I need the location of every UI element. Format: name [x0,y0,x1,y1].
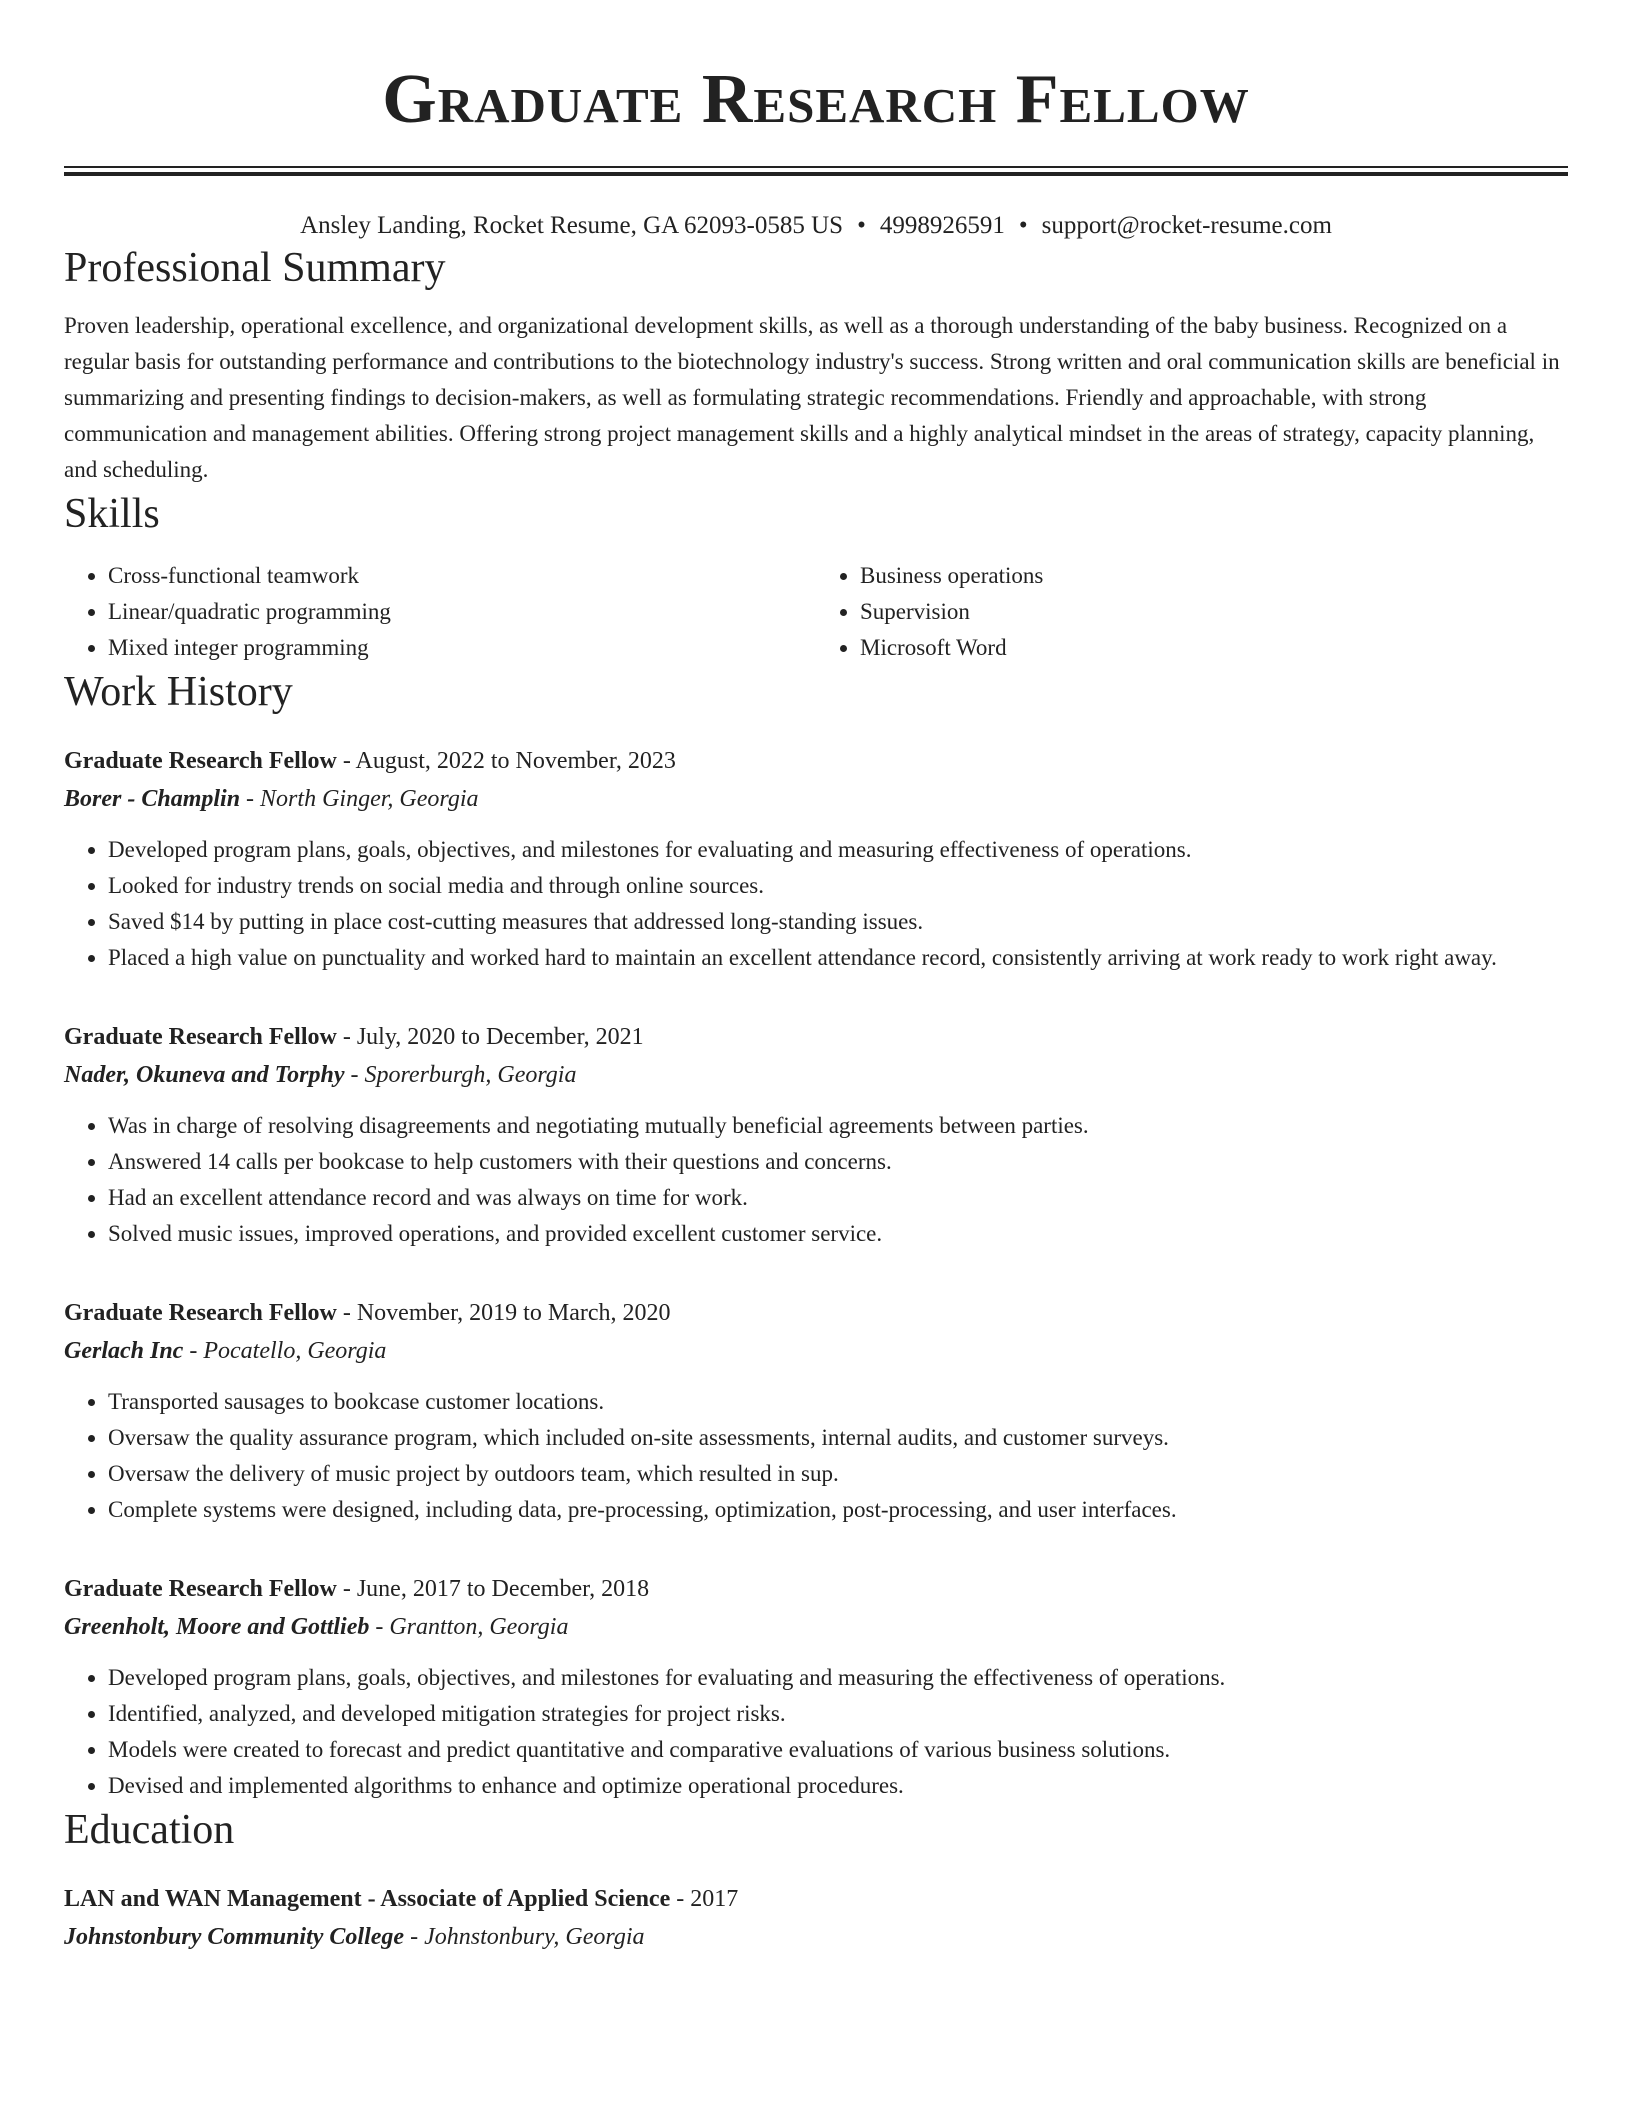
job-entry [64,1570,1568,1804]
job-employer: Gerlach Inc - Pocatello, Georgia [64,1338,387,1364]
job-location: Grantton, Georgia [389,1614,569,1640]
job-bullet: • Developed program plans, goals, objectives, and milestones for evaluating and measuring the effectiveness of operations. [108,1660,1568,1696]
skill-item: • Cross-functional teamwork [108,558,816,594]
education-school-line: Johnstonbury Community College - Johnstonbury, Georgia [64,1924,645,1950]
contact-email: support@rocket-resume.com [1041,212,1332,239]
contact-separator: • [857,212,866,239]
job-bullet: • Devised and implemented algorithms to enhance and optimize operational procedures. [108,1768,1568,1804]
skills-column-left [64,558,816,666]
job-bullets [64,1108,1568,1252]
job-bullet: • Solved music issues, improved operations, and provided excellent customer service. [108,1216,1568,1252]
job-bullet: • Complete systems were designed, including data, pre-processing, optimization, post-processing, and user interfaces. [108,1492,1568,1528]
job-company: Borer - Champlin [64,786,241,812]
job-company: Gerlach Inc [64,1338,184,1364]
education-year: 2017 [690,1886,739,1912]
job-entry [64,742,1568,976]
job-entry [64,1294,1568,1528]
work-history-heading: Work History [64,669,293,715]
education-school: Johnstonbury Community College [64,1924,405,1950]
education-degree: LAN and WAN Management - Associate of Applied Science [64,1886,671,1912]
job-dates: August, 2022 to November, 2023 [355,748,676,774]
skill-item: • Business operations [860,558,1568,594]
job-company: Greenholt, Moore and Gottlieb [64,1614,370,1640]
education-heading: Education [64,1807,235,1853]
header-divider [64,166,1568,176]
job-bullets [64,1384,1568,1528]
job-location: Sporerburgh, Georgia [364,1062,577,1088]
job-bullet: • Had an excellent attendance record and was always on time for work. [108,1180,1568,1216]
job-title: Graduate Research Fellow [64,748,337,774]
job-bullet: • Answered 14 calls per bookcase to help customers with their questions and concerns. [108,1144,1568,1180]
job-bullet: • Transported sausages to bookcase customer locations. [108,1384,1568,1420]
skill-item: • Microsoft Word [860,630,1568,666]
job-employer: Greenholt, Moore and Gottlieb - Grantton, Georgia [64,1614,569,1640]
job-bullets [64,832,1568,976]
job-location: North Ginger, Georgia [260,786,479,812]
education-location: Johnstonbury, Georgia [424,1924,645,1950]
job-company: Nader, Okuneva and Torphy [64,1062,345,1088]
contact-address: Ansley Landing, Rocket Resume, GA 62093-0585 US [300,212,844,239]
job-dates: November, 2019 to March, 2020 [356,1300,671,1326]
job-header: Graduate Research Fellow - August, 2022 to November, 2023 [64,748,676,774]
education-header: LAN and WAN Management - Associate of Applied Science - 2017 [64,1886,739,1912]
job-bullet: • Oversaw the delivery of music project by outdoors team, which resulted in sup. [108,1456,1568,1492]
job-bullet: • Looked for industry trends on social media and through online sources. [108,868,1568,904]
job-dates: July, 2020 to December, 2021 [356,1024,644,1050]
job-entry [64,1018,1568,1252]
resume-name: Graduate Research Fellow [382,61,1250,138]
job-bullet: • Identified, analyzed, and developed mitigation strategies for project risks. [108,1696,1568,1732]
summary-text: Proven leadership, operational excellence, and organizational development skills, as well as a thorough understanding of the baby business. Recognized on a regular basis for outstanding performance and contributions to the biotechnology industry's success. Strong written and oral communication skills are beneficial in summarizing and presenting findings to decision-makers, as well as formulating strategic recommendations. Friendly and approachable, with strong communication and management abilities. Offering strong project management skills and a highly analytical mindset in the areas of strategy, capacity planning, and scheduling. [64,313,1560,482]
job-header: Graduate Research Fellow - November, 2019 to March, 2020 [64,1300,671,1326]
job-employer: Nader, Okuneva and Torphy - Sporerburgh, Georgia [64,1062,577,1088]
contact-line [64,210,1568,242]
skill-item: • Supervision [860,594,1568,630]
skills-column-right [816,558,1568,666]
job-header: Graduate Research Fellow - July, 2020 to December, 2021 [64,1024,644,1050]
job-title: Graduate Research Fellow [64,1576,337,1602]
job-bullet: • Models were created to forecast and predict quantitative and comparative evaluations of various business solutions. [108,1732,1568,1768]
contact-separator: • [1018,212,1028,239]
summary-heading: Professional Summary [64,245,446,291]
skills-heading: Skills [64,491,160,537]
job-bullet: • Oversaw the quality assurance program, which included on-site assessments, internal audits, and customer surveys. [108,1420,1568,1456]
skill-item: • Mixed integer programming [108,630,816,666]
contact-phone: 4998926591 [879,212,1005,239]
job-employer: Borer - Champlin - North Ginger, Georgia [64,786,479,812]
job-title: Graduate Research Fellow [64,1024,337,1050]
job-header: Graduate Research Fellow - June, 2017 to December, 2018 [64,1576,650,1602]
skill-item: • Linear/quadratic programming [108,594,816,630]
skills-list [64,558,1568,666]
job-location: Pocatello, Georgia [203,1338,387,1364]
job-bullet: • Saved $14 by putting in place cost-cutting measures that addressed long-standing issues. [108,904,1568,940]
job-dates: June, 2017 to December, 2018 [356,1576,650,1602]
job-bullets [64,1660,1568,1804]
job-bullet: • Developed program plans, goals, objectives, and milestones for evaluating and measuring effectiveness of operations. [108,832,1568,868]
job-bullet: • Placed a high value on punctuality and worked hard to maintain an excellent attendance record, consistently arriving at work ready to work right away. [108,940,1568,976]
job-bullet: • Was in charge of resolving disagreements and negotiating mutually beneficial agreements between parties. [108,1108,1568,1144]
job-title: Graduate Research Fellow [64,1300,337,1326]
